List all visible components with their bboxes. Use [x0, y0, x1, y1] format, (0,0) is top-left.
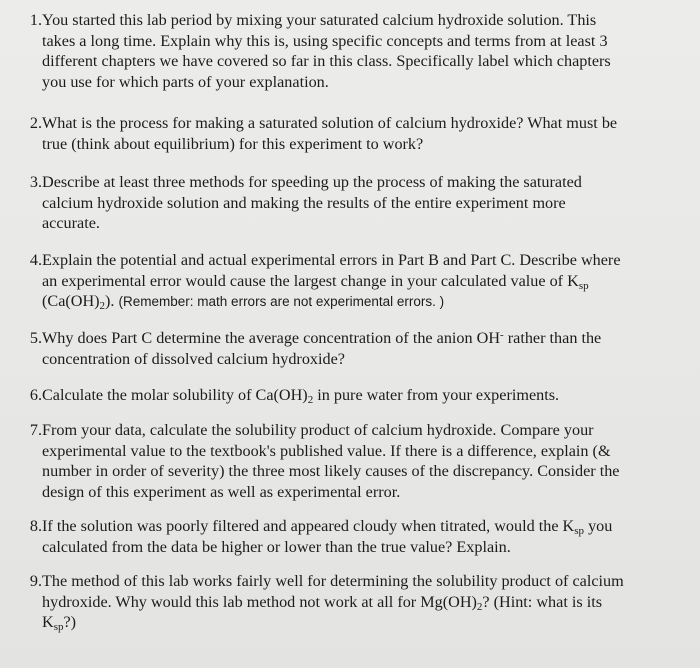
- question-2: [10, 113, 662, 154]
- question-4: [10, 250, 662, 313]
- question-line: concentration of dissolved calcium hydroxide?: [42, 349, 345, 368]
- question-line: [42, 328, 662, 349]
- question-number: 8.: [29, 517, 42, 535]
- question-line: From your data, calculate the solubility product of calcium hydroxide. Compare your: [42, 421, 594, 439]
- question-6: [10, 385, 662, 406]
- question-7: [10, 420, 662, 502]
- question-text: If the solution was poorly filtered and appeared cloudy when titrated, would the K: [42, 517, 575, 535]
- question-text: ? (Hint: what is its: [482, 592, 603, 611]
- question-8: [10, 516, 662, 557]
- question-line: [42, 612, 662, 633]
- question-line: number in order of severity) the three most likely causes of the discrepancy. Consider the: [42, 462, 620, 480]
- question-number: 9.: [29, 572, 42, 590]
- question-line: experimental value to the textbook's published value. If there is a difference, explain (&: [42, 441, 611, 460]
- reminder-note: (Remember: math errors are not experimental errors. ): [118, 294, 445, 309]
- subscript: sp: [578, 279, 589, 292]
- question-line: Describe at least three methods for speeding up the process of making the saturated: [42, 173, 582, 191]
- question-line: You started this lab period by mixing your saturated calcium hydroxide solution. This: [42, 11, 597, 29]
- question-line: [42, 385, 662, 406]
- question-line: accurate.: [42, 214, 100, 232]
- question-text: an experimental error would cause the largest change in your calculated value of K: [42, 271, 579, 290]
- question-line: takes a long time. Explain why this is, using specific concepts and terms from at least 3: [42, 31, 608, 50]
- question-line: [42, 271, 662, 292]
- subscript: 2: [307, 394, 314, 406]
- question-text: rather than the: [503, 329, 602, 347]
- question-line: calcium hydroxide solution and making the results of the entire experiment more: [42, 193, 566, 212]
- question-1: [10, 10, 662, 92]
- question-number: 4.: [29, 251, 42, 269]
- subscript: sp: [53, 621, 64, 633]
- question-line: Explain the potential and actual experimental errors in Part B and Part C. Describe where: [42, 251, 621, 269]
- question-line: calculated from the data be higher or lower than the true value? Explain.: [42, 537, 511, 556]
- question-line: you use for which parts of your explanation.: [42, 72, 329, 91]
- question-line: true (think about equilibrium) for this experiment to work?: [42, 134, 424, 153]
- question-number: 6.: [29, 386, 42, 404]
- question-3: [10, 172, 662, 234]
- question-line: [42, 291, 662, 313]
- question-text: Why does Part C determine the average concentration of the anion OH: [42, 329, 501, 347]
- question-text: (Ca(OH): [42, 292, 100, 310]
- question-number: 5.: [29, 329, 42, 347]
- question-text: you: [584, 517, 613, 535]
- question-5: [10, 328, 662, 369]
- question-number: 2.: [29, 114, 42, 132]
- question-9: [10, 571, 662, 633]
- question-number: 7.: [29, 421, 42, 439]
- question-text: ?): [63, 613, 77, 631]
- question-line: design of this experiment as well as experimental error.: [42, 482, 401, 501]
- subscript: 2: [99, 300, 106, 312]
- subscript: sp: [574, 525, 585, 537]
- question-text: ).: [105, 292, 115, 310]
- question-line: [42, 592, 662, 613]
- question-line: The method of this lab works fairly well for determining the solubility product of calcium: [42, 572, 624, 590]
- question-line: different chapters we have covered so far in this class. Specifically label which chapters: [42, 52, 611, 70]
- question-number: 3.: [29, 173, 42, 191]
- question-text: hydroxide. Why would this lab method not work at all for Mg(OH): [42, 592, 477, 611]
- subscript: 2: [476, 600, 483, 613]
- question-text: K: [42, 613, 54, 631]
- superscript: -: [500, 329, 504, 341]
- question-text: in pure water from your experiments.: [313, 386, 560, 404]
- question-text: Calculate the molar solubility of Ca(OH): [42, 386, 308, 404]
- question-line: [42, 516, 662, 537]
- question-number: 1.: [29, 11, 42, 29]
- question-line: What is the process for making a saturated solution of calcium hydroxide? What must be: [42, 114, 618, 132]
